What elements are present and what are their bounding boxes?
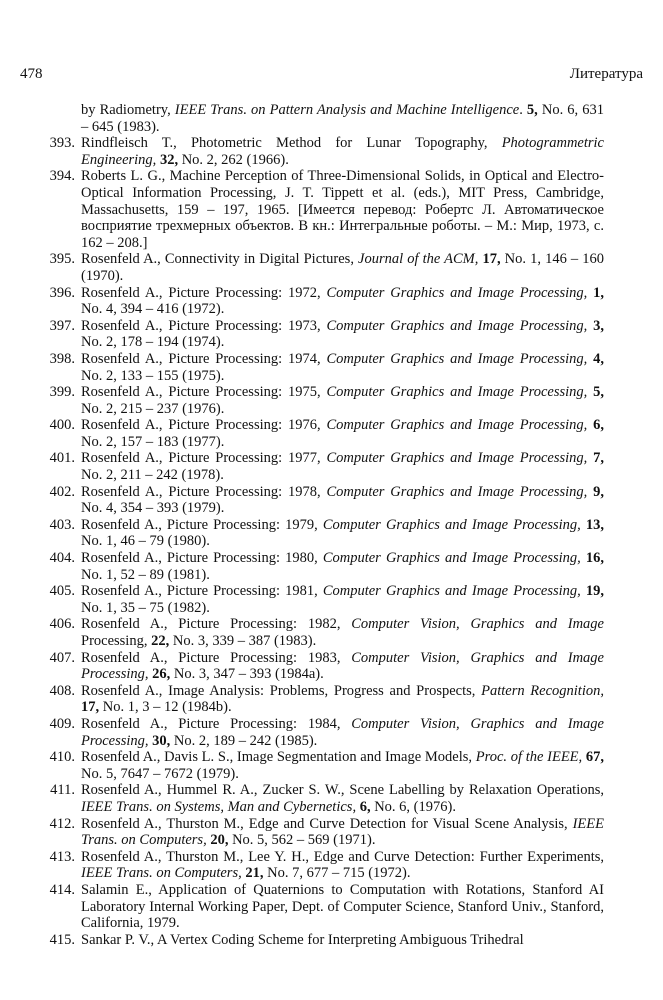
- reference-title-italic: Computer Graphics and Image Processing,: [326, 384, 588, 401]
- reference-entry: [24, 517, 604, 550]
- reference-title-italic: IEEE Trans. on Pattern Analysis and Machine Intelligence: [174, 102, 520, 118]
- reference-volume-bold: 21,: [245, 865, 264, 882]
- reference-title-italic: Computer Graphics and Image Processing,: [326, 284, 588, 301]
- reference-volume-bold: 26,: [152, 666, 171, 683]
- reference-text: [81, 882, 604, 932]
- reference-volume-bold: 9,: [593, 483, 604, 500]
- reference-text-run: No. 1, 35 – 75 (1982).: [81, 599, 210, 616]
- reference-volume-bold: 17,: [81, 699, 100, 716]
- reference-text: [81, 782, 604, 815]
- reference-title-italic: Computer Vision, Graphics and Image Processing,: [81, 649, 604, 683]
- reference-text-run: Rosenfeld A., Picture Processing: 1980,: [81, 550, 323, 567]
- reference-text-run: Rosenfeld A., Picture Processing: 1978,: [81, 483, 327, 500]
- reference-text-run: No. 4, 394 – 416 (1972).: [81, 301, 225, 318]
- reference-number: 411.: [50, 782, 75, 799]
- reference-text-run: No. 4, 354 – 393 (1979).: [81, 500, 225, 517]
- reference-text: [81, 351, 604, 384]
- reference-text-run: Rosenfeld A., Picture Processing: 1976,: [81, 417, 327, 434]
- reference-volume-bold: 30,: [152, 732, 171, 749]
- reference-volume-bold: 7,: [593, 450, 604, 467]
- reference-title-italic: Computer Graphics and Image Processing,: [326, 417, 588, 434]
- reference-text-run: No. 2, 157 – 183 (1977).: [81, 433, 225, 450]
- reference-text-run: Processing,: [81, 633, 152, 649]
- reference-text-run: Rosenfeld A., Picture Processing: 1984,: [81, 715, 352, 732]
- reference-entry: [24, 285, 604, 318]
- reference-entry: [24, 782, 604, 815]
- reference-text: [81, 417, 604, 450]
- reference-number: 412.: [49, 815, 75, 832]
- reference-text-run: Rosenfeld A., Davis L. S., Image Segmentation and Image Models,: [81, 749, 476, 766]
- reference-number: 406.: [49, 616, 75, 633]
- reference-title-italic: Journal of the ACM,: [358, 251, 479, 268]
- reference-text-run: Rosenfeld A., Picture Processing: 1975,: [81, 384, 327, 401]
- reference-entry: [24, 550, 604, 583]
- reference-text-run: No. 2, 178 – 194 (1974).: [81, 334, 225, 351]
- reference-text-run: No. 7, 677 – 715 (1972).: [263, 865, 411, 882]
- reference-number: 400.: [49, 417, 75, 434]
- reference-text-run: Rosenfeld A., Picture Processing: 1972,: [81, 284, 327, 301]
- page-number: 478: [20, 66, 43, 82]
- reference-text: [81, 816, 604, 849]
- reference-text-run: Rosenfeld A., Picture Processing: 1982,: [81, 616, 352, 633]
- reference-entry: [24, 251, 604, 284]
- reference-text-run: Rosenfeld A., Picture Processing: 1977,: [81, 450, 327, 467]
- reference-text-run: Rosenfeld A., Image Analysis: Problems, Progress and Prospects,: [81, 682, 482, 699]
- reference-text: [81, 135, 604, 168]
- reference-entry: [24, 683, 604, 716]
- reference-entry: [24, 318, 604, 351]
- reference-title-italic: Computer Graphics and Image Processing,: [322, 550, 581, 567]
- page-header: [20, 66, 643, 86]
- reference-entry: [24, 102, 604, 135]
- reference-entry: [24, 650, 604, 683]
- reference-text-run: by Radiometry,: [81, 102, 175, 118]
- reference-list: [24, 102, 604, 948]
- reference-text-run: Sankar P. V., A Vertex Coding Scheme for Interpreting Ambiguous Trihedral: [81, 931, 524, 948]
- reference-volume-bold: 1,: [593, 284, 604, 301]
- reference-text-run: Rosenfeld A., Picture Processing: 1973,: [81, 317, 327, 334]
- reference-entry: [24, 450, 604, 483]
- reference-entry: [24, 816, 604, 849]
- reference-entry: [24, 351, 604, 384]
- reference-volume-bold: 32,: [159, 151, 179, 168]
- reference-title-italic: Computer Graphics and Image Processing,: [322, 583, 581, 600]
- reference-text: [81, 683, 604, 716]
- reference-entry: [24, 168, 604, 251]
- reference-text: [81, 616, 604, 649]
- reference-text-run: No. 6, 631 – 645 (1983).: [81, 102, 604, 135]
- reference-text: [81, 102, 604, 135]
- reference-number: 401.: [49, 450, 75, 467]
- reference-text: [81, 285, 604, 318]
- reference-entry: [24, 716, 604, 749]
- reference-text-run: No. 2, 189 – 242 (1985).: [170, 732, 318, 749]
- reference-volume-bold: 17,: [482, 251, 501, 268]
- reference-text-run: Rosenfeld A., Thurston M., Lee Y. H., Edge and Curve Detection: Further Experiments,: [81, 848, 604, 865]
- reference-number: 408.: [49, 682, 75, 699]
- reference-text-run: No. 5, 562 – 569 (1971).: [228, 832, 376, 849]
- reference-text-run: No. 3, 339 – 387 (1983).: [169, 633, 317, 649]
- reference-number: 399.: [49, 384, 75, 401]
- reference-number: 403.: [49, 516, 75, 533]
- reference-entry: [24, 849, 604, 882]
- reference-text-run: No. 1, 3 – 12 (1984b).: [99, 699, 232, 716]
- reference-volume-bold: 16,: [585, 550, 605, 567]
- reference-entry: [24, 135, 604, 168]
- reference-title-italic: Proc. of the IEEE,: [475, 749, 583, 766]
- reference-text: [81, 932, 604, 949]
- reference-number: 410.: [49, 749, 75, 766]
- reference-text: [81, 650, 604, 683]
- reference-volume-bold: 4,: [593, 350, 604, 367]
- reference-text-run: .: [519, 102, 527, 118]
- reference-title-italic: Pattern Recognition,: [481, 682, 604, 699]
- reference-number: 394.: [49, 168, 75, 185]
- reference-number: 393.: [49, 135, 75, 152]
- reference-text: [81, 517, 604, 550]
- reference-text-run: Rosenfeld A., Thurston M., Edge and Curve Detection for Visual Scene Analysis,: [81, 815, 573, 832]
- reference-number: 407.: [49, 649, 75, 666]
- reference-title-italic: IEEE Trans. on Computers,: [81, 865, 242, 882]
- reference-number: 404.: [49, 550, 75, 567]
- reference-text-run: No. 1, 46 – 79 (1980).: [81, 533, 210, 550]
- reference-number: 409.: [49, 715, 75, 732]
- reference-title-italic: Computer Graphics and Image Processing,: [322, 516, 581, 533]
- reference-text-run: No. 5, 7647 – 7672 (1979).: [81, 765, 239, 782]
- reference-text: [81, 251, 604, 284]
- reference-text-run: Rindfleisch T., Photometric Method for Lunar Topography,: [81, 135, 502, 152]
- reference-text-run: No. 1, 52 – 89 (1981).: [81, 566, 210, 583]
- reference-title-italic: Computer Graphics and Image Processing,: [326, 350, 588, 367]
- reference-text-run: No. 2, 211 – 242 (1978).: [81, 467, 224, 484]
- reference-text-run: Rosenfeld A., Connectivity in Digital Pictures,: [81, 251, 359, 268]
- reference-title-italic: Computer Vision, Graphics and Image Processing,: [81, 715, 604, 749]
- reference-text: [81, 450, 604, 483]
- reference-text: [81, 749, 604, 782]
- reference-text-run: Rosenfeld A., Picture Processing: 1983,: [81, 649, 352, 666]
- reference-volume-bold: 5,: [526, 102, 538, 118]
- reference-volume-bold: 13,: [585, 516, 605, 533]
- reference-number: 396.: [49, 284, 75, 301]
- reference-text: [81, 550, 604, 583]
- reference-volume-bold: 5,: [593, 384, 604, 401]
- reference-text-run: No. 3, 347 – 393 (1984a).: [170, 666, 324, 683]
- reference-volume-bold: 19,: [585, 583, 605, 600]
- reference-text-run: Rosenfeld A., Picture Processing: 1974,: [81, 350, 327, 367]
- reference-title-italic: Photogrammetric Engineering,: [81, 135, 604, 168]
- reference-title-italic: Computer Graphics and Image Processing,: [326, 483, 588, 500]
- reference-text-run: No. 2, 262 (1966).: [178, 151, 289, 168]
- reference-number: 413.: [49, 848, 75, 865]
- reference-text-run: No. 2, 133 – 155 (1975).: [81, 367, 225, 384]
- reference-text: [81, 716, 604, 749]
- reference-text-run: Rosenfeld A., Picture Processing: 1979,: [81, 516, 323, 533]
- reference-number: 398.: [49, 350, 75, 367]
- reference-text-run: No. 6, (1976).: [370, 798, 456, 815]
- reference-text-run: No. 2, 215 – 237 (1976).: [81, 400, 225, 417]
- reference-volume-bold: 3,: [593, 317, 604, 334]
- reference-text: [81, 384, 604, 417]
- reference-title-italic: Computer Vision, Graphics and Image: [351, 616, 604, 633]
- reference-volume-bold: 20,: [210, 832, 229, 849]
- reference-entry: [24, 616, 604, 649]
- reference-volume-bold: 6,: [593, 417, 604, 434]
- reference-entry: [24, 583, 604, 616]
- reference-number: 402.: [49, 483, 75, 500]
- reference-title-italic: Computer Graphics and Image Processing,: [326, 450, 588, 467]
- reference-entry: [24, 417, 604, 450]
- reference-number: 415.: [49, 931, 75, 948]
- reference-volume-bold: 67,: [585, 749, 605, 766]
- reference-text: [81, 849, 604, 882]
- reference-text-run: Rosenfeld A., Picture Processing: 1981,: [81, 583, 323, 600]
- reference-text: [81, 583, 604, 616]
- reference-text-run: Salamin E., Application of Quaternions to Computation with Rotations, Stanford AI Laboratory Internal Working Paper, Dept. of Computer Science, Stanford Univ., Stanford, California, 1979.: [81, 881, 604, 932]
- reference-title-italic: Computer Graphics and Image Processing,: [326, 317, 588, 334]
- reference-entry: [24, 484, 604, 517]
- reference-title-italic: IEEE Trans. on Computers,: [81, 815, 604, 849]
- running-title: Литература: [569, 66, 643, 82]
- reference-entry: [24, 932, 604, 949]
- reference-number: 397.: [49, 317, 75, 334]
- reference-text-run: No. 1, 146 – 160 (1970).: [81, 251, 604, 284]
- reference-text: [81, 484, 604, 517]
- reference-entry: [24, 749, 604, 782]
- reference-text-run: Rosenfeld A., Hummel R. A., Zucker S. W., Scene Labelling by Relaxation Operations,: [81, 782, 604, 799]
- reference-title-italic: IEEE Trans. on Systems, Man and Cybernetics,: [81, 798, 357, 815]
- reference-number: 395.: [49, 251, 75, 268]
- reference-text-run: Roberts L. G., Machine Perception of Three-Dimensional Solids, in Optical and Electro-Optical Information Processing, J. T. Tippett et al. (eds.), MIT Press, Cambridge, Massachusetts, 159 – 197, 1965. [Имеется перевод: Робертс Л. Автоматическое восприятие трехмерных объектов. В кн.: Интегральные роботы. – М.: Мир, 1973, с. 162 – 208.]: [81, 168, 604, 251]
- reference-entry: [24, 384, 604, 417]
- reference-text: [81, 168, 604, 251]
- reference-volume-bold: 22,: [151, 633, 170, 649]
- reference-number: 414.: [49, 881, 75, 898]
- reference-text: [81, 318, 604, 351]
- reference-number: 405.: [49, 583, 75, 600]
- reference-volume-bold: 6,: [359, 798, 371, 815]
- reference-entry: [24, 882, 604, 932]
